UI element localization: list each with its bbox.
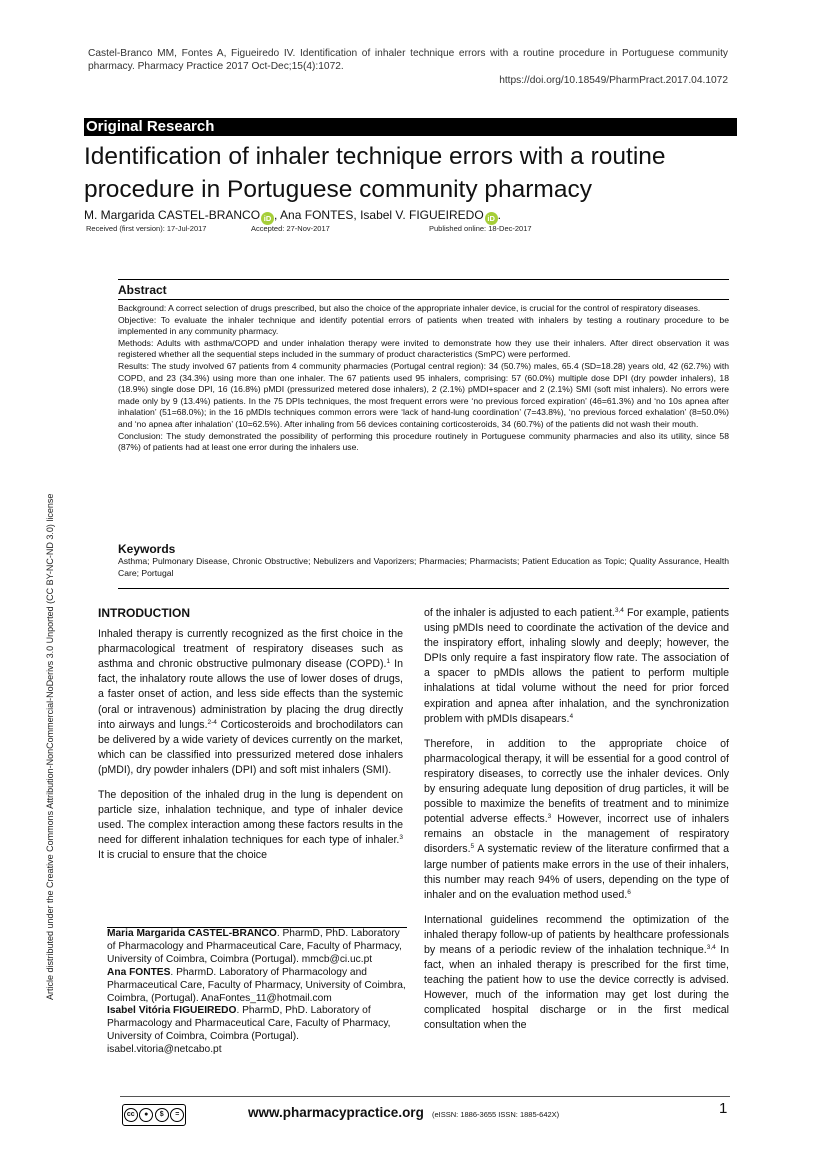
article-title: Identification of inhaler technique errors with a routine procedure in Portuguese community pharmacy: [84, 143, 666, 203]
journal-website[interactable]: www.pharmacypractice.org: [248, 1105, 424, 1120]
abstract-background: Background: A correct selection of drugs prescribed, but also the choice of the appropriate inhaler device, is crucial for the control of respiratory diseases.: [118, 303, 701, 313]
page-number: 1: [719, 1100, 728, 1117]
paragraph: The deposition of the inhaled drug in the lung is dependent on particle size, inhalation technique, and type of inhaler device used. The complex interaction among these factors results in the need for different inhalation techniques for each type of inhaler.$^3$ It is crucial to ensure that the choice: [98, 789, 403, 862]
author-1: M. Margarida CASTEL-BRANCO: [84, 208, 261, 222]
author-end: .: [497, 208, 502, 222]
date-published: Published online: 18-Dec-2017: [429, 224, 532, 233]
date-accepted: Accepted: 27-Nov-2017: [251, 224, 330, 233]
keywords-text: Asthma; Pulmonary Disease, Chronic Obstructive; Nebulizers and Vaporizers; Pharmacies; Pharmacists; Patient Education as Topic; Quality Assurance, Health Care; Portugal: [118, 556, 729, 578]
paragraph: of the inhaler is adjusted to each patient.$^{3,4}$ For example, patients using pMDIs need to coordinate the activation of the device and the inspiratory effort, inhaling slowly and deeply; however, the DPIs only require a fast inspiratory flow rate. The association of a spacer to pMDIs allows the patient to perform multiple inhalations at tidal volume without the need for prior forced expiration and apnea after inhalation, and the synchronization problem with pMDIs disapears.$^4$: [424, 607, 730, 725]
license-vertical-text: Article distributed under the Creative Commons Attribution-NonCommercial-NoDerivs 3.0 Unported (CC BY-NC-ND 3.0) license: [45, 493, 55, 1000]
paragraph: International guidelines recommend the optimization of the inhaled therapy follow-up of patients by healthcare professionals by means of a periodic review of the inhalation technique.$^{3,4}$ In fact, when an inhaled therapy is prescribed for the first time, teaching the patient how to use the device correctly is advised. However, much of the information may get lost during the complicated hospital discharge or in the first medical consultation when the: [424, 913, 730, 1032]
author-list: [84, 208, 501, 225]
nc-icon: $: [155, 1108, 169, 1122]
doi-link[interactable]: https://doi.org/10.18549/PharmPract.2017.04.1072: [499, 75, 728, 86]
author-others: , Ana FONTES, Isabel V. FIGUEIREDO: [274, 208, 484, 222]
nd-icon: =: [170, 1108, 184, 1122]
author-affiliations: [107, 927, 407, 1057]
paragraph: Therefore, in addition to the appropriate choice of pharmacological therapy, it will be essential for a good control of respiratory diseases, to correctly use the inhaler devices. Only by ensuring adequate lung deposition of drug particles, it will be possible to maximize the benefits of treatment and to minimize potential adverse effects.$^3$ However, incorrect use of inhalers remains an obstacle in the management of respiratory disorders.$^5$ A systematic review of the literature confirmed that a large number of patients make errors in the use of their inhalers, this number may reach 94% of users, depending on the type of inhaler and on the evaluation method used.$^6$: [424, 737, 729, 901]
abstract-objective: Objective: To evaluate the inhaler technique and identify potential errors of patients when treated with inhalers by testing a routinary procedure to be implemented in any community pharmacy.: [118, 314, 729, 337]
abstract-conclusion: Conclusion: The study demonstrated the possibility of performing this procedure routinely in Portuguese community pharmacies and also its utility, since 58 (87%) of patients had at least one error during the inhalers use.: [118, 430, 729, 453]
by-icon: ●: [139, 1108, 153, 1122]
date-received: Received (first version): 17-Jul-2017: [86, 224, 207, 233]
section-label: Original Research: [84, 118, 737, 136]
orcid-icon[interactable]: iD: [261, 212, 274, 225]
issn-text: (eISSN: 1886-3655 ISSN: 1885-642X): [432, 1110, 560, 1119]
body-column-right: [424, 606, 729, 1044]
orcid-icon[interactable]: iD: [485, 212, 498, 225]
affiliation-3: Isabel Vitória FIGUEIREDO. PharmD, PhD. Laboratory of Pharmacology and Pharmaceutical Care, Faculty of Pharmacy, University of Coimbra, Coimbra (Portugal). isabel.vitoria@netcabo.pt: [107, 1005, 391, 1056]
header-citation: Castel-Branco MM, Fontes A, Figueiredo IV. Identification of inhaler technique errors with a routine procedure in Portuguese community pharmacy. Pharmacy Practice 2017 Oct-Dec;15(4):1072.: [88, 48, 728, 72]
abstract-box: [118, 279, 729, 454]
paragraph: Inhaled therapy is currently recognized as the first choice in the pharmacological treatment of respiratory diseases such as asthma and chronic obstructive pulmonary disease (COPD).$^1$ In fact, the inhalatory route allows the use of lower doses of drugs, a faster onset of action, and less side effects than the systemic (oral or intravenous) administration by placing the drug directly into airways and lungs.$^{2-4}$ Corticosteroids and brochodilators can be delivered by a wide variety of devices currently on the market, which can be classified into pressurized metered dose inhalers (pMDI), dry powder inhalers (DPI) and soft mist inhalers (SMI).: [98, 628, 403, 776]
abstract-heading: Abstract: [118, 283, 167, 297]
keywords-divider: [118, 588, 729, 589]
keywords-block: [118, 542, 729, 589]
footer-divider: [120, 1096, 730, 1097]
affiliation-2: Ana FONTES. PharmD. Laboratory of Pharmacology and Pharmaceutical Care, Faculty of Pharmacy, University of Coimbra, Coimbra, (Portugal). AnaFontes_11@hotmail.com: [107, 966, 406, 1004]
cc-license-icon[interactable]: [122, 1104, 186, 1126]
abstract-methods: Methods: Adults with asthma/COPD and under inhalation therapy were invited to demonstrate how they use their inhalers. After direct observation it was registered whether all the sequential steps included in the summary of product characteristics (SmPC) were performed.: [118, 337, 729, 360]
keywords-heading: Keywords: [118, 542, 176, 556]
affiliation-1: Maria Margarida CASTEL-BRANCO. PharmD, PhD. Laboratory of Pharmacology and Pharmaceutical Care, Faculty of Pharmacy, University of Coimbra, Coimbra (Portugal). mmcb@ci.uc.pt: [107, 928, 402, 965]
introduction-heading: INTRODUCTION: [98, 606, 190, 620]
cc-badge-icon: cc: [124, 1108, 138, 1122]
abstract-results: Results: The study involved 67 patients from 4 community pharmacies (Portugal central region): 34 (50.7%) males, 65.4 (SD=18.28) years old, 42 (62.7%) with COPD, and 23 (34.3%) using more than one inhaler. The 67 patients used 95 inhalers, comprising: 57 (60.0%) multiple dose DPI (dry powder inhalers), 18 (18.9%) single dose DPI, 16 (16.8%) pMDI (pressurized metered dose inhalers), 2 (2.1%) pMDI+spacer and 2 (2.1%) SMI (soft mist inhalers). No errors were made only by 9 (13.4%) patients. In the 75 DPIs techniques, the most frequent errors were ‘no previous forced expiration’ (46=61.3%) and ‘no 10s apnea after inhalation’ (51=68.0%); in the 16 pMDIs techniques common errors were ‘lack of hand-lung coordination’ (7=43.8%), ‘no previous forced exhalation’ (8=50.0%) and ‘no apnea after inhalation’ (10=62.5%). After inhaling from 56 devices containing corticosteroids, 34 (60.7%) of the patients did not wash their mouth.: [118, 360, 729, 429]
body-column-left: [98, 606, 403, 874]
